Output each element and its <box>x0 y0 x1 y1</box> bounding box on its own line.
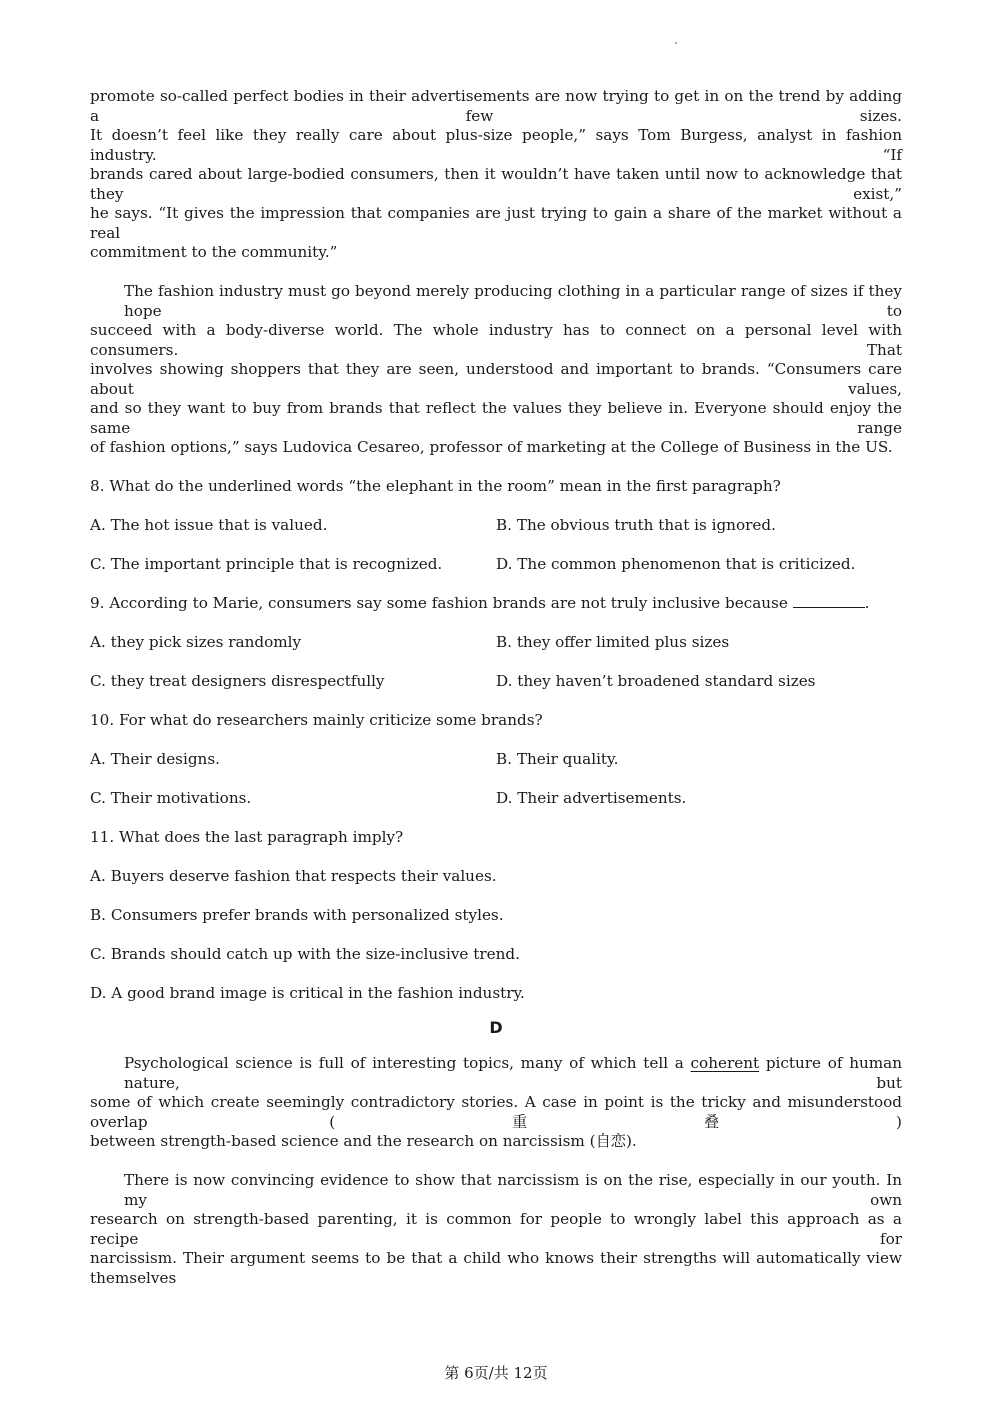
question-stem-9 <box>90 593 902 613</box>
question-stem-11: 11. What does the last paragraph imply? <box>90 828 404 846</box>
q9-option-d: D. they haven’t broadened standard sizes <box>496 672 816 690</box>
paragraph-line: and so they want to buy from brands that reflect the values they believe in. Everyone should enjoy the same range <box>90 399 902 437</box>
paragraph-line <box>124 1053 902 1093</box>
q8-option-b: B. The obvious truth that is ignored. <box>496 516 776 534</box>
q9-stem-end: . <box>864 594 870 612</box>
paragraph-line: research on strength-based parenting, it is common for people to wrongly label this approach as a recipe for <box>90 1210 902 1248</box>
q11-option-b: B. Consumers prefer brands with personalized styles. <box>90 906 504 924</box>
paragraph-line: involves showing shoppers that they are seen, understood and important to brands. “Consumers care about values, <box>90 360 902 398</box>
answer-blank <box>793 593 865 608</box>
q11-option-d: D. A good brand image is critical in the fashion industry. <box>90 984 525 1002</box>
paragraph-line: of fashion options,” says Ludovica Cesareo, professor of marketing at the College of Business in the US. <box>90 438 893 456</box>
q10-option-c: C. Their motivations. <box>90 789 252 807</box>
page-number: 第 6页/共 12页 <box>444 1364 548 1382</box>
q9-option-a: A. they pick sizes randomly <box>90 633 302 651</box>
paragraph-line: There is now convincing evidence to show that narcissism is on the rise, especially in our youth. In my own <box>124 1171 902 1209</box>
paragraph-line: succeed with a body-diverse world. The whole industry has to connect on a personal level with consumers. That <box>90 321 902 359</box>
q9-option-b: B. they offer limited plus sizes <box>496 633 730 651</box>
question-stem-10: 10. For what do researchers mainly criticize some brands? <box>90 711 543 729</box>
paragraph-line: promote so-called perfect bodies in their advertisements are now trying to get in on the trend by adding a few sizes. <box>90 87 902 125</box>
q10-option-a: A. Their designs. <box>90 750 220 768</box>
q11-option-c: C. Brands should catch up with the size-inclusive trend. <box>90 945 520 963</box>
paragraph-line: narcissism. Their argument seems to be that a child who knows their strengths will automatically view themselves <box>90 1249 902 1287</box>
q11-option-a: A. Buyers deserve fashion that respects their values. <box>90 867 497 885</box>
text-run: Psychological science is full of interesting topics, many of which tell a <box>124 1054 684 1072</box>
paragraph-line: brands cared about large-bodied consumers, then it wouldn’t have taken until now to acknowledge that they exist,” <box>90 165 902 203</box>
q9-stem-text: 9. According to Marie, consumers say some fashion brands are not truly inclusive because <box>90 594 788 612</box>
section-heading-d: D <box>489 1018 503 1037</box>
question-stem-8: 8. What do the underlined words “the elephant in the room” mean in the first paragraph? <box>90 477 781 495</box>
paragraph-line: between strength-based science and the research on narcissism (自恋). <box>90 1132 637 1150</box>
q9-option-c: C. they treat designers disrespectfully <box>90 672 385 690</box>
q8-option-a: A. The hot issue that is valued. <box>90 516 328 534</box>
q8-option-c: C. The important principle that is recognized. <box>90 555 443 573</box>
scan-dot <box>675 42 677 44</box>
paragraph-line: It doesn’t feel like they really care about plus-size people,” says Tom Burgess, analyst in fashion industry. “If <box>90 126 902 164</box>
underlined-word: coherent <box>690 1054 760 1072</box>
q8-option-d: D. The common phenomenon that is criticized. <box>496 555 856 573</box>
paragraph-line: commitment to the community.” <box>90 243 338 261</box>
paragraph-line: The fashion industry must go beyond merely producing clothing in a particular range of sizes if they hope to <box>124 282 902 320</box>
q10-option-b: B. Their quality. <box>496 750 619 768</box>
text-run: picture of human nature, but <box>124 1054 902 1092</box>
paragraph-line: some of which create seemingly contradictory stories. A case in point is the tricky and misunderstood overlap (重叠) <box>90 1093 902 1131</box>
paragraph-line: he says. “It gives the impression that companies are just trying to gain a share of the market without a real <box>90 204 902 242</box>
q10-option-d: D. Their advertisements. <box>496 789 687 807</box>
